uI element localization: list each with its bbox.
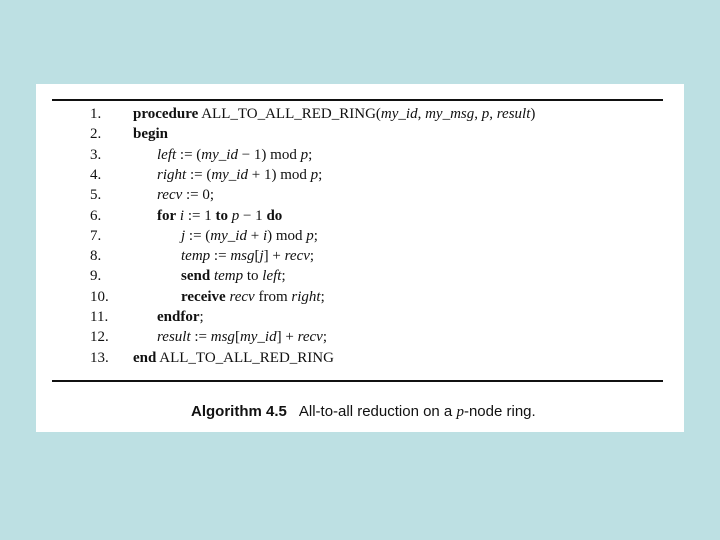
code-text: to <box>243 268 263 285</box>
variable: p <box>306 227 314 244</box>
caption-label: Algorithm 4.5 <box>191 403 287 420</box>
variable: msg <box>210 329 235 346</box>
variable: j <box>181 227 186 244</box>
variable: right <box>157 166 187 183</box>
code-text: + <box>246 227 263 244</box>
variable: my_id <box>201 146 238 163</box>
bottom-rule <box>52 380 663 382</box>
line-number: 4. <box>90 166 102 183</box>
line-code <box>157 185 214 205</box>
code-text: ; <box>309 248 315 265</box>
variable: temp <box>213 268 244 285</box>
top-rule <box>52 99 663 101</box>
line-code <box>181 246 314 266</box>
line-code <box>181 287 325 307</box>
code-text: ALL_TO_ALL_RED_RING( <box>198 106 381 122</box>
line-code <box>133 348 334 368</box>
line-number: 10. <box>90 288 109 305</box>
line-number: 1. <box>90 106 102 122</box>
keyword: do <box>266 207 283 224</box>
code-text: := ( <box>186 166 212 183</box>
variable: p <box>300 146 309 163</box>
code-text: − 1 <box>239 207 267 224</box>
line-code <box>181 226 318 246</box>
variable: i <box>179 207 185 224</box>
variable: i <box>262 227 268 244</box>
variable: my_msg <box>425 106 475 122</box>
variable: my_id <box>210 227 247 244</box>
variable: result <box>157 329 191 346</box>
code-text: ; <box>320 288 325 305</box>
caption-variable: p <box>456 404 464 420</box>
variable: my_id <box>380 106 418 122</box>
code-text: ; <box>322 329 328 346</box>
caption-text-before: All-to-all reduction on a <box>298 403 453 420</box>
variable: temp <box>181 248 211 265</box>
variable: my_id <box>211 166 248 183</box>
line-code <box>157 206 282 226</box>
line-code <box>133 124 168 144</box>
code-text: ; <box>281 268 286 285</box>
line-number: 6. <box>90 207 102 224</box>
code-text: ] + <box>276 329 298 346</box>
code-text: ; <box>313 227 318 244</box>
variable: right <box>291 288 321 305</box>
keyword: to <box>215 207 228 224</box>
code-text: , <box>489 106 497 122</box>
code-text: ) <box>530 106 536 122</box>
variable: left <box>262 268 282 285</box>
code-text: ; <box>199 309 204 325</box>
keyword: send <box>181 268 211 285</box>
line-number: 12. <box>90 329 109 346</box>
variable: recv <box>297 329 323 346</box>
line-number: 3. <box>90 146 102 163</box>
code-text: := <box>210 248 231 265</box>
variable: p <box>231 207 240 224</box>
code-text: , <box>417 106 426 122</box>
keyword: procedure <box>133 106 199 122</box>
keyword: for <box>157 207 177 224</box>
line-code <box>157 307 204 327</box>
code-text: := ( <box>185 227 211 244</box>
variable: left <box>157 146 177 163</box>
line-code <box>157 145 312 165</box>
code-text: := ( <box>176 146 202 163</box>
code-text: := 0; <box>182 187 215 204</box>
line-number: 11. <box>90 309 109 325</box>
line-number: 13. <box>90 349 109 366</box>
algorithm-panel <box>36 84 684 432</box>
keyword: begin <box>133 126 169 143</box>
code-text: − 1) mod <box>237 146 301 163</box>
caption-text-after: -node ring. <box>463 403 536 420</box>
line-code <box>157 327 327 347</box>
code-text: ALL_TO_ALL_RED_RING <box>156 349 334 366</box>
variable: recv <box>229 288 255 305</box>
variable: my_id <box>239 329 277 346</box>
variable: recv <box>157 187 183 204</box>
variable: p <box>310 166 319 183</box>
line-number: 2. <box>90 126 102 143</box>
code-text: , <box>474 106 482 122</box>
keyword: receive <box>181 288 226 305</box>
code-text: + 1) mod <box>247 166 311 183</box>
line-code <box>181 266 286 286</box>
keyword: end <box>133 349 157 366</box>
code-text: [ <box>234 329 240 346</box>
variable: result <box>496 106 531 122</box>
variable: p <box>481 106 490 122</box>
line-code <box>133 104 535 124</box>
code-text: ) mod <box>267 227 307 244</box>
line-code <box>157 165 322 185</box>
algorithm-caption <box>191 403 536 421</box>
keyword: endfor <box>157 309 200 325</box>
line-number: 8. <box>90 248 102 265</box>
variable: j <box>259 248 264 265</box>
code-text: ; <box>318 166 323 183</box>
code-text: ; <box>308 146 313 163</box>
line-number: 5. <box>90 187 102 204</box>
line-number: 7. <box>90 227 102 244</box>
code-text: [ <box>254 248 260 265</box>
code-text: := <box>190 329 211 346</box>
variable: msg <box>230 248 255 265</box>
code-text: ] + <box>263 248 285 265</box>
code-text: from <box>254 288 292 305</box>
variable: recv <box>284 248 310 265</box>
code-text: := 1 <box>184 207 216 224</box>
line-number: 9. <box>90 268 102 285</box>
